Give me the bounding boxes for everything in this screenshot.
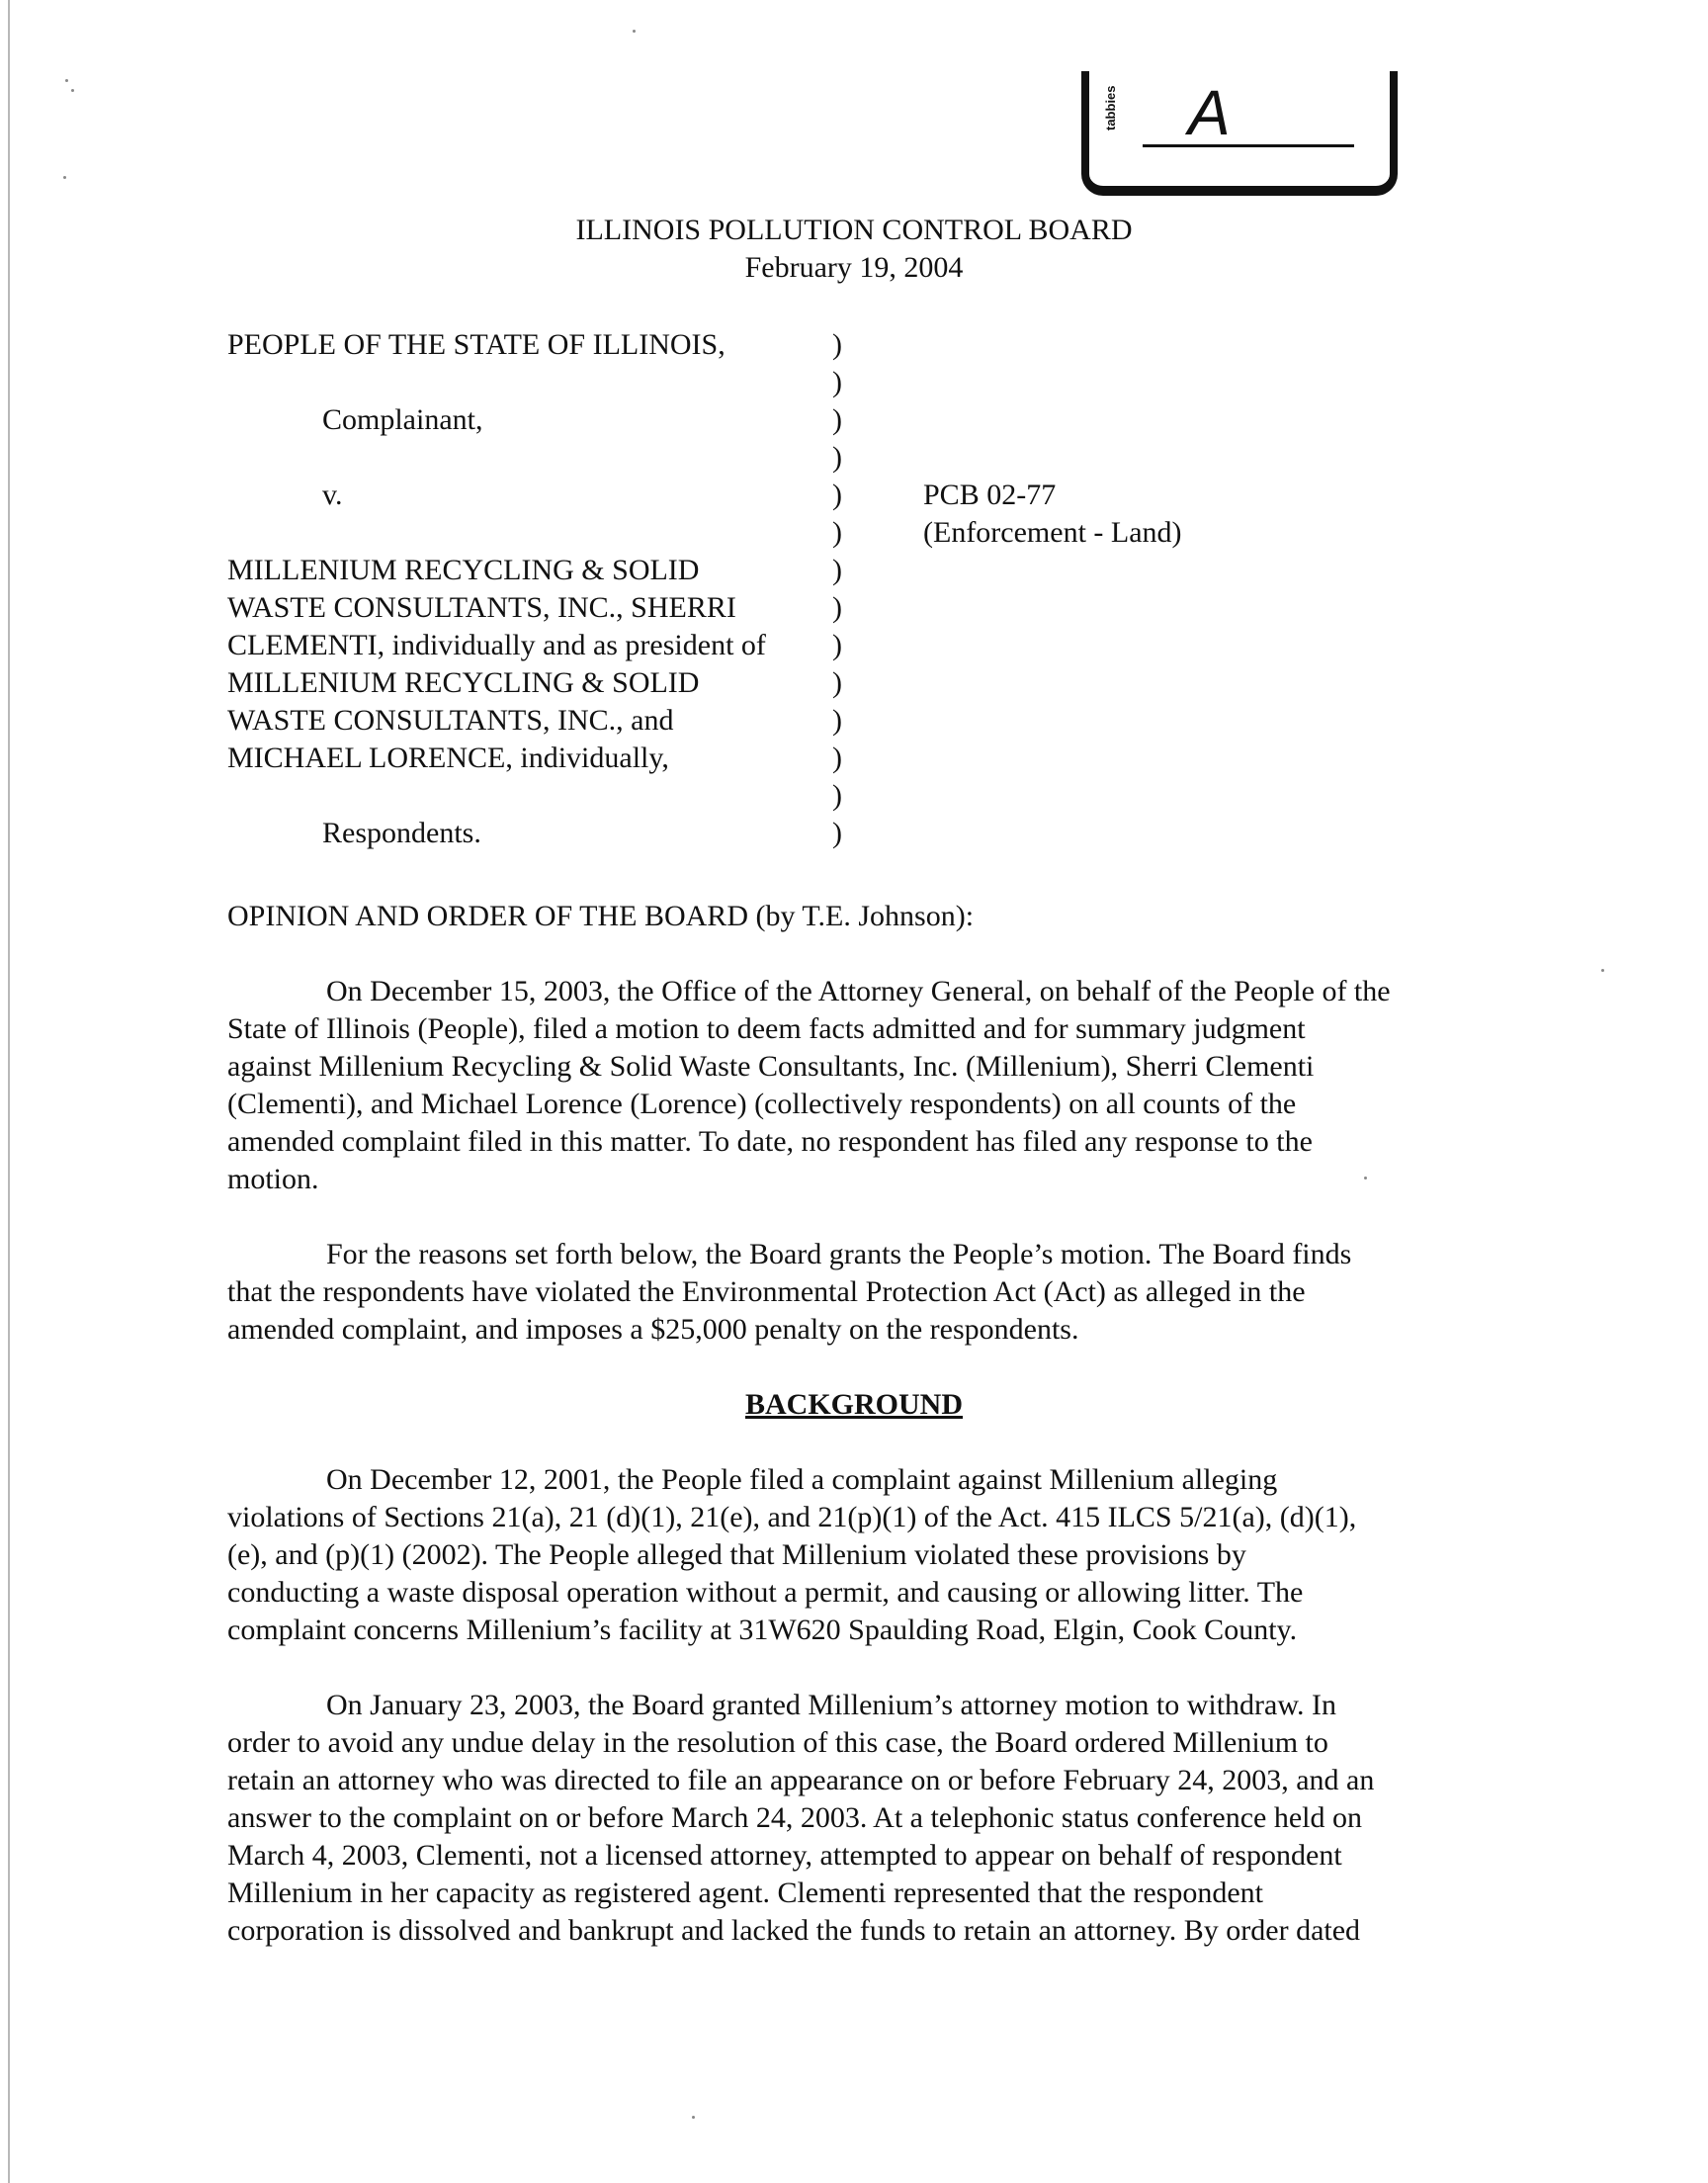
- paragraph-line: violations of Sections 21(a), 21 (d)(1), 21(e), and 21(p)(1) of the Act. 415 ILCS 5/21(a), (d)(1),: [227, 1501, 1357, 1533]
- scan-speck: [65, 79, 68, 82]
- caption-paren: ): [832, 666, 842, 699]
- caption-paren: ): [832, 479, 842, 511]
- scan-speck: [1364, 1177, 1367, 1179]
- paragraph-line: (e), and (p)(1) (2002). The People alleged that Millenium violated these provisions by: [227, 1538, 1246, 1571]
- paragraph-line: order to avoid any undue delay in the resolution of this case, the Board ordered Millenium to: [227, 1726, 1328, 1759]
- caption-paren: ): [832, 441, 842, 474]
- paragraph-line: On December 15, 2003, the Office of the Attorney General, on behalf of the People of the: [326, 975, 1391, 1007]
- scan-speck: [633, 30, 636, 33]
- case-number: PCB 02-77: [923, 479, 1057, 511]
- document-date: February 19, 2004: [744, 251, 964, 284]
- paragraph-line: complaint concerns Millenium’s facility at 31W620 Spaulding Road, Elgin, Cook County.: [227, 1614, 1298, 1646]
- caption-paren: ): [832, 704, 842, 737]
- exhibit-letter: A: [1188, 77, 1231, 148]
- caption-line: v.: [322, 479, 343, 511]
- paragraph-line: amended complaint filed in this matter. To date, no respondent has filed any response to the: [227, 1125, 1313, 1158]
- caption-line: WASTE CONSULTANTS, INC., and: [227, 704, 674, 737]
- paragraph-line: Millenium in her capacity as registered agent. Clementi represented that the respondent: [227, 1877, 1263, 1909]
- paragraph-line: amended complaint, and imposes a $25,000 penalty on the respondents.: [227, 1313, 1079, 1346]
- caption-line: [227, 364, 766, 401]
- exhibit-underline: [1143, 144, 1354, 147]
- scan-speck: [63, 176, 66, 179]
- caption-line: Respondents.: [322, 817, 481, 849]
- caption-paren: ): [832, 742, 842, 774]
- caption-line: CLEMENTI, individually and as president of: [227, 629, 766, 661]
- caption-line: [227, 514, 766, 552]
- opinion-heading: OPINION AND ORDER OF THE BOARD (by T.E. Johnson):: [227, 900, 975, 932]
- case-caption-parties: [227, 326, 766, 852]
- caption-paren: ): [832, 591, 842, 624]
- caption-line: MICHAEL LORENCE, individually,: [227, 742, 669, 774]
- caption-paren: ): [832, 779, 842, 812]
- paragraph-line: conducting a waste disposal operation without a permit, and causing or allowing litter. The: [227, 1576, 1304, 1609]
- case-type: (Enforcement - Land): [923, 516, 1182, 549]
- caption-line: Complainant,: [322, 403, 483, 436]
- paragraph-3: [227, 1461, 1502, 1649]
- exhibit-tab-brand: tabbies: [1103, 85, 1118, 131]
- section-heading-background: BACKGROUND: [744, 1388, 963, 1421]
- caption-paren: ): [832, 554, 842, 586]
- caption-line: [227, 777, 766, 815]
- exhibit-tab: [1081, 71, 1398, 196]
- paragraph-line: motion.: [227, 1163, 319, 1195]
- paragraph-line: that the respondents have violated the Environmental Protection Act (Act) as alleged in the: [227, 1275, 1306, 1308]
- scan-speck: [71, 89, 74, 92]
- scan-speck: [1601, 969, 1604, 972]
- paragraph-4: [227, 1687, 1502, 1950]
- caption-parentheses: [832, 326, 842, 852]
- caption-line: WASTE CONSULTANTS, INC., SHERRI: [227, 591, 736, 624]
- paragraph-2: [227, 1236, 1502, 1349]
- paragraph-line: answer to the complaint on or before March 24, 2003. At a telephonic status conference held on: [227, 1801, 1362, 1834]
- caption-paren: ): [832, 629, 842, 661]
- paragraph-1: [227, 973, 1502, 1198]
- paragraph-line: On December 12, 2001, the People filed a complaint against Millenium alleging: [326, 1463, 1278, 1496]
- paragraph-line: (Clementi), and Michael Lorence (Lorence) (collectively respondents) on all counts of the: [227, 1088, 1297, 1120]
- paragraph-line: State of Illinois (People), filed a motion to deem facts admitted and for summary judgment: [227, 1012, 1306, 1045]
- scan-edge-line: [8, 0, 10, 2183]
- scan-speck: [692, 2116, 695, 2119]
- paragraph-line: corporation is dissolved and bankrupt and lacked the funds to retain an attorney. By order dated: [227, 1914, 1361, 1947]
- case-info: [923, 477, 1182, 552]
- caption-paren: ): [832, 328, 842, 361]
- caption-line: MILLENIUM RECYCLING & SOLID: [227, 666, 700, 699]
- board-name: ILLINOIS POLLUTION CONTROL BOARD: [575, 214, 1133, 246]
- paragraph-line: On January 23, 2003, the Board granted Millenium’s attorney motion to withdraw. In: [326, 1689, 1337, 1721]
- caption-paren: ): [832, 817, 842, 849]
- paragraph-line: March 4, 2003, Clementi, not a licensed attorney, attempted to appear on behalf of respondent: [227, 1839, 1342, 1872]
- paragraph-line: retain an attorney who was directed to file an appearance on or before February 24, 2003, and an: [227, 1764, 1375, 1796]
- caption-line: [227, 439, 766, 477]
- paragraph-line: For the reasons set forth below, the Board grants the People’s motion. The Board finds: [326, 1238, 1352, 1270]
- caption-line: PEOPLE OF THE STATE OF ILLINOIS,: [227, 328, 726, 361]
- caption-paren: ): [832, 516, 842, 549]
- paragraph-line: against Millenium Recycling & Solid Waste Consultants, Inc. (Millenium), Sherri Clementi: [227, 1050, 1315, 1083]
- caption-paren: ): [832, 403, 842, 436]
- caption-paren: ): [832, 366, 842, 398]
- caption-line: MILLENIUM RECYCLING & SOLID: [227, 554, 700, 586]
